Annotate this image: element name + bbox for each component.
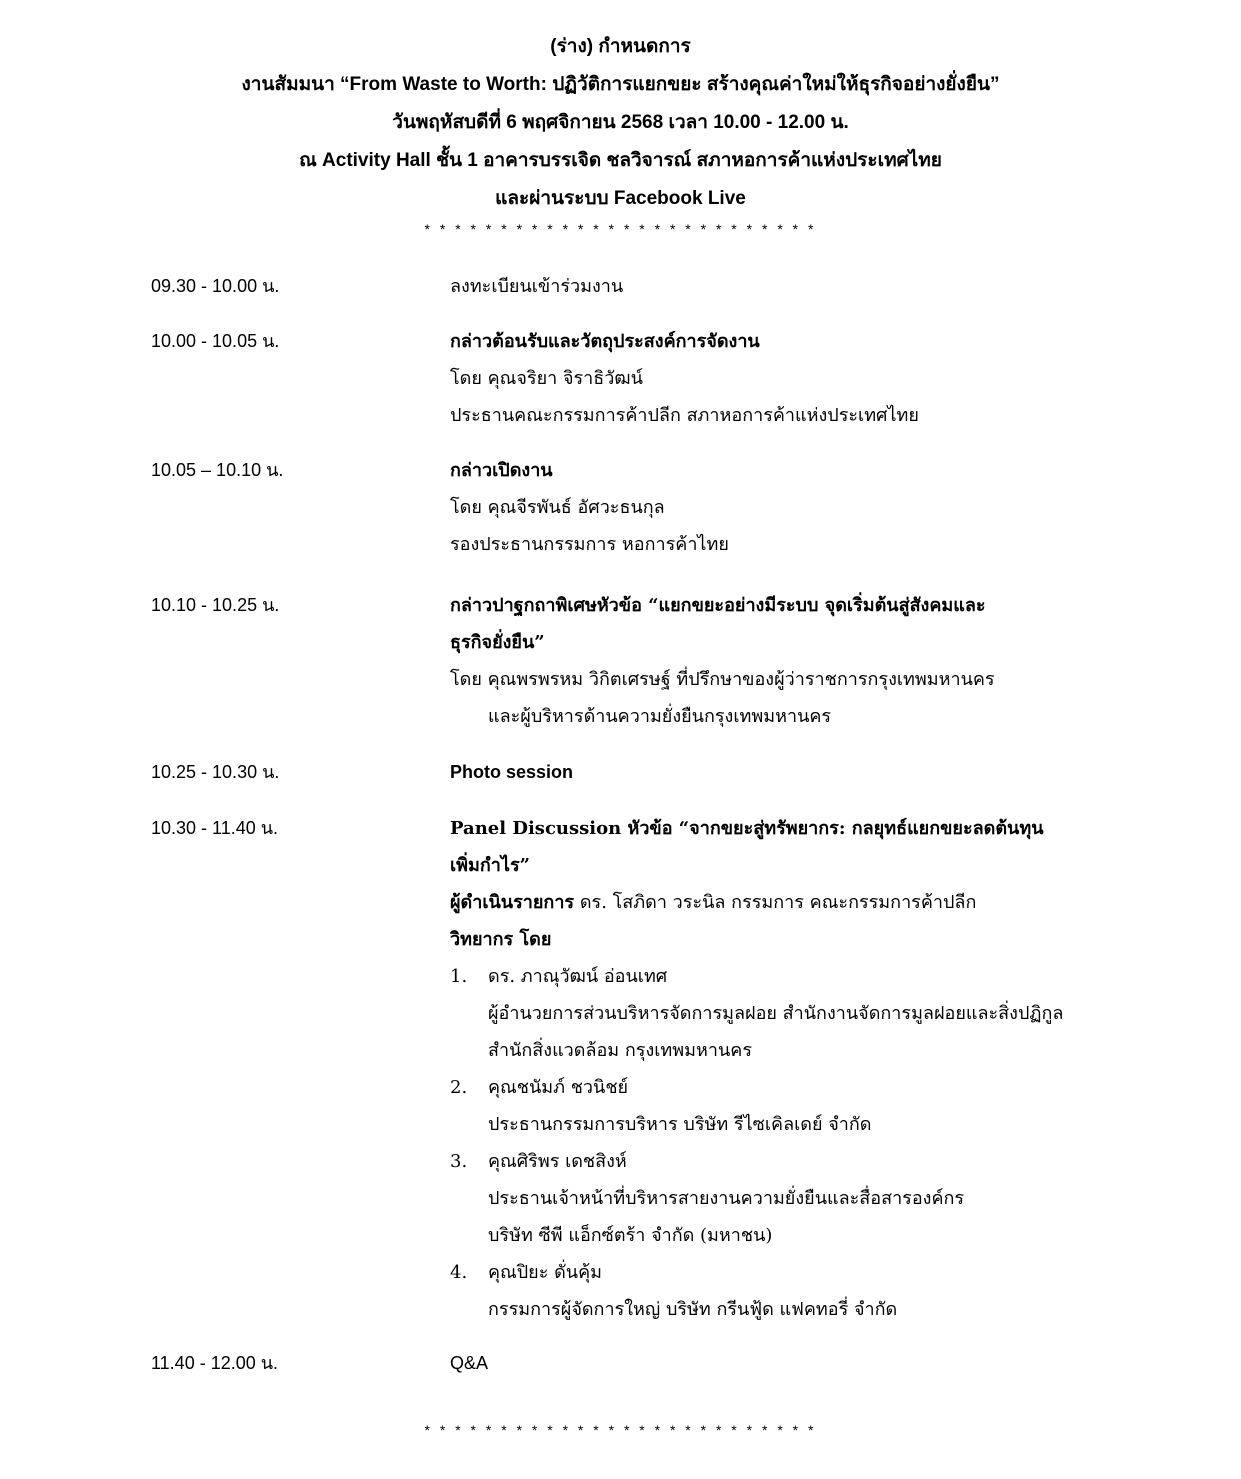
event-broadcast: และผ่านระบบ Facebook Live (495, 188, 746, 209)
agenda-title: Photo session (450, 762, 574, 782)
document-header (0, 28, 1241, 218)
moderator-text: ดร. โสภิดา วระนิล กรรมการ คณะกรรมการค้าปลีก (574, 892, 977, 913)
speaker-position: ผู้อำนวยการส่วนบริหารจัดการมูลฝอย สำนักงานจัดการมูลฝอยและสิ่งปฏิกูล (488, 1003, 1064, 1024)
speaker-item (450, 1254, 1090, 1328)
speaker-name: คุณศิริพร เดชสิงห์ (488, 1151, 627, 1172)
speaker-position: ประธานกรรมการบริหาร บริษัท รีไซเคิลเดย์ จำกัด (488, 1114, 872, 1135)
speaker-position: กรรมการผู้จัดการใหญ่ บริษัท กรีนฟู้ด แฟคทอรี่ จำกัด (488, 1299, 898, 1320)
agenda-title-line2: เพิ่มกำไร” (450, 855, 530, 876)
moderator-label: ผู้ดำเนินรายการ (450, 892, 575, 913)
speaker-position: ประธานเจ้าหน้าที่บริหารสายงานความยั่งยืนและสื่อสารองค์กร (488, 1188, 965, 1209)
separator-top: * * * * * * * * * * * * * * * * * * * * * * * * * * (424, 221, 817, 237)
agenda-time: 10.25 - 10.30 น. (151, 762, 280, 782)
speaker-item (450, 1143, 1090, 1254)
speaker-number: 4. (450, 1262, 468, 1283)
speakers-label: วิทยากร โดย (450, 929, 552, 950)
speaker-position: และผู้บริหารด้านความยั่งยืนกรุงเทพมหานคร (488, 706, 832, 727)
speaker-position: รองประธานกรรมการ หอการค้าไทย (450, 534, 729, 555)
agenda-title-line2: ธุรกิจยั่งยืน” (450, 632, 545, 653)
speaker-number: 2. (450, 1077, 468, 1098)
agenda-time: 11.40 - 12.00 น. (151, 1353, 279, 1373)
agenda-time: 09.30 - 10.00 น. (151, 276, 280, 296)
speaker-name: คุณปิยะ ดั่นคุ้ม (488, 1262, 603, 1283)
agenda-title: กล่าวเปิดงาน (450, 460, 553, 481)
agenda-title: กล่าวต้อนรับและวัตถุประสงค์การจัดงาน (450, 331, 760, 352)
agenda-time: 10.10 - 10.25 น. (151, 595, 280, 615)
speaker-name: โดย คุณจริยา จิราธิวัฒน์ (450, 368, 643, 389)
speaker-number: 1. (450, 966, 468, 987)
speaker-number: 3. (450, 1151, 468, 1172)
seminar-title: งานสัมมนา “From Waste to Worth: ปฏิวัติการแยกขยะ สร้างคุณค่าใหม่ให้ธุรกิจอย่างยั่งยืน” (241, 74, 1000, 95)
speaker-item (450, 958, 1090, 1069)
separator-bottom: * * * * * * * * * * * * * * * * * * * * * * * * * * (424, 1422, 817, 1438)
header-title: (ร่าง) กำหนดการ (550, 36, 691, 57)
agenda-title-line1: กล่าวปาฐกถาพิเศษหัวข้อ “แยกขยะอย่างมีระบบ จุดเริ่มต้นสู่สังคมและ (450, 595, 986, 616)
speaker-name: โดย คุณจีรพันธ์ อัศวะธนกุล (450, 497, 665, 518)
agenda-time: 10.05 – 10.10 น. (151, 460, 284, 480)
speaker-name: คุณชนัมภ์ ชวนิชย์ (488, 1077, 629, 1098)
speaker-organization: สำนักสิ่งแวดล้อม กรุงเทพมหานคร (488, 1040, 752, 1061)
agenda-title: ลงทะเบียนเข้าร่วมงาน (450, 276, 624, 297)
speaker-position: ประธานคณะกรรมการค้าปลีก สภาหอการค้าแห่งประเทศไทย (450, 405, 919, 426)
speaker-organization: บริษัท ซีพี แอ็กซ์ตร้า จำกัด (มหาชน) (488, 1225, 773, 1246)
agenda-title: Q&A (450, 1353, 489, 1373)
speaker-item (450, 1069, 1090, 1143)
agenda-time: 10.30 - 11.40 น. (151, 818, 279, 838)
event-date: วันพฤหัสบดีที่ 6 พฤศจิกายน 2568 เวลา 10.00 - 12.00 น. (392, 112, 849, 133)
event-venue: ณ Activity Hall ชั้น 1 อาคารบรรเจิด ชลวิจารณ์ สภาหอการค้าแห่งประเทศไทย (299, 150, 942, 171)
moderator (450, 884, 1090, 921)
agenda-time: 10.00 - 10.05 น. (151, 331, 280, 351)
speaker-name: โดย คุณพรพรหม วิกิตเศรษฐ์ ที่ปรึกษาของผู้ว่าราชการกรุงเทพมหานคร (450, 669, 995, 690)
speaker-name: ดร. ภาณุวัฒน์ อ่อนเทศ (488, 966, 668, 987)
agenda-title-line1: Panel Discussion หัวข้อ “จากขยะสู่ทรัพยากร: กลยุทธ์แยกขยะลดต้นทุน (450, 818, 1044, 839)
